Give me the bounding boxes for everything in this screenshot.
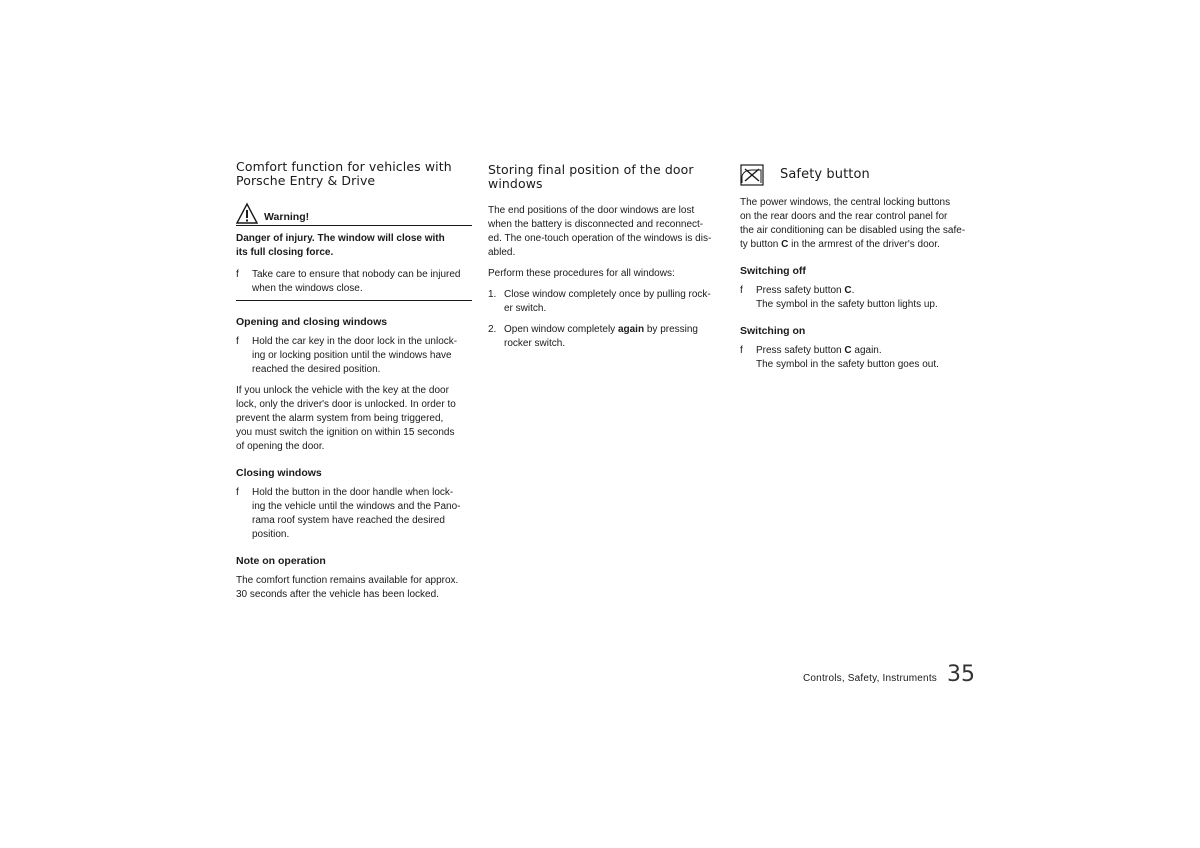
storing-intro-paragraph: The end positions of the door windows are lost when the battery is disconnected and reconnect- ed. The one-touch operation of the windows is dis- abled.: [488, 205, 712, 258]
warning-bullet: f Take care to ensure that nobody can be injured when the windows close.: [236, 269, 461, 294]
page-footer: [803, 662, 975, 687]
subheading-opening-closing: Opening and closing windows: [236, 316, 388, 328]
column-comfort-function: [236, 160, 472, 602]
column-safety-button: [740, 160, 980, 372]
warning-triangle-icon: [236, 202, 258, 224]
note-paragraph: The comfort function remains available for approx. 30 seconds after the vehicle has been locked.: [236, 575, 459, 600]
column-storing-final-position: [488, 160, 728, 351]
heading-safety-button: Safety button: [780, 167, 870, 182]
warning-label: Warning!: [264, 211, 310, 223]
warning-end-rule: [236, 300, 472, 301]
subheading-switching-on: Switching on: [740, 325, 806, 337]
safety-intro-paragraph: The power windows, the central locking buttons on the rear doors and the rear control panel for the air conditioning can be disabled using the safe- ty button C in the armrest of the driver's door.: [740, 197, 966, 250]
switching-off-bullet: f Press safety button C. The symbol in the safety button lights up.: [740, 285, 938, 310]
footer-section-title: Controls, Safety, Instruments: [803, 673, 937, 684]
window-lock-symbol-icon: [740, 164, 764, 186]
step-1: 1. Close window completely once by pulling rock- er switch.: [488, 289, 711, 314]
switching-on-bullet: f Press safety button C again. The symbol in the safety button goes out.: [740, 345, 939, 370]
closing-bullet: f Hold the button in the door handle when lock- ing the vehicle until the windows and the Pano- rama roof system have reached the desired position.: [236, 487, 461, 540]
open-close-bullet: f Hold the car key in the door lock in the unlock- ing or locking position until the windows have reached the desired position.: [236, 336, 458, 375]
subheading-note-on-operation: Note on operation: [236, 555, 326, 567]
warning-header: [236, 202, 472, 226]
danger-text: Danger of injury. The window will close with its full closing force.: [236, 233, 445, 258]
subheading-closing-windows: Closing windows: [236, 467, 322, 479]
subheading-switching-off: Switching off: [740, 265, 806, 277]
perform-procedures-text: Perform these procedures for all windows:: [488, 268, 675, 279]
heading-comfort-function: Comfort function for vehicles with Porsche Entry & Drive: [236, 159, 452, 188]
page-number: 35: [947, 662, 975, 687]
step-2: 2. Open window completely again by pressing rocker switch.: [488, 324, 698, 349]
heading-storing-final-position: Storing final position of the door windows: [488, 162, 694, 191]
unlock-paragraph: If you unlock the vehicle with the key at the door lock, only the driver's door is unlocked. In order to prevent the alarm system from being triggered, you must switch the ignition on within 15 seconds of opening the door.: [236, 385, 456, 452]
safety-button-header: [740, 163, 980, 187]
